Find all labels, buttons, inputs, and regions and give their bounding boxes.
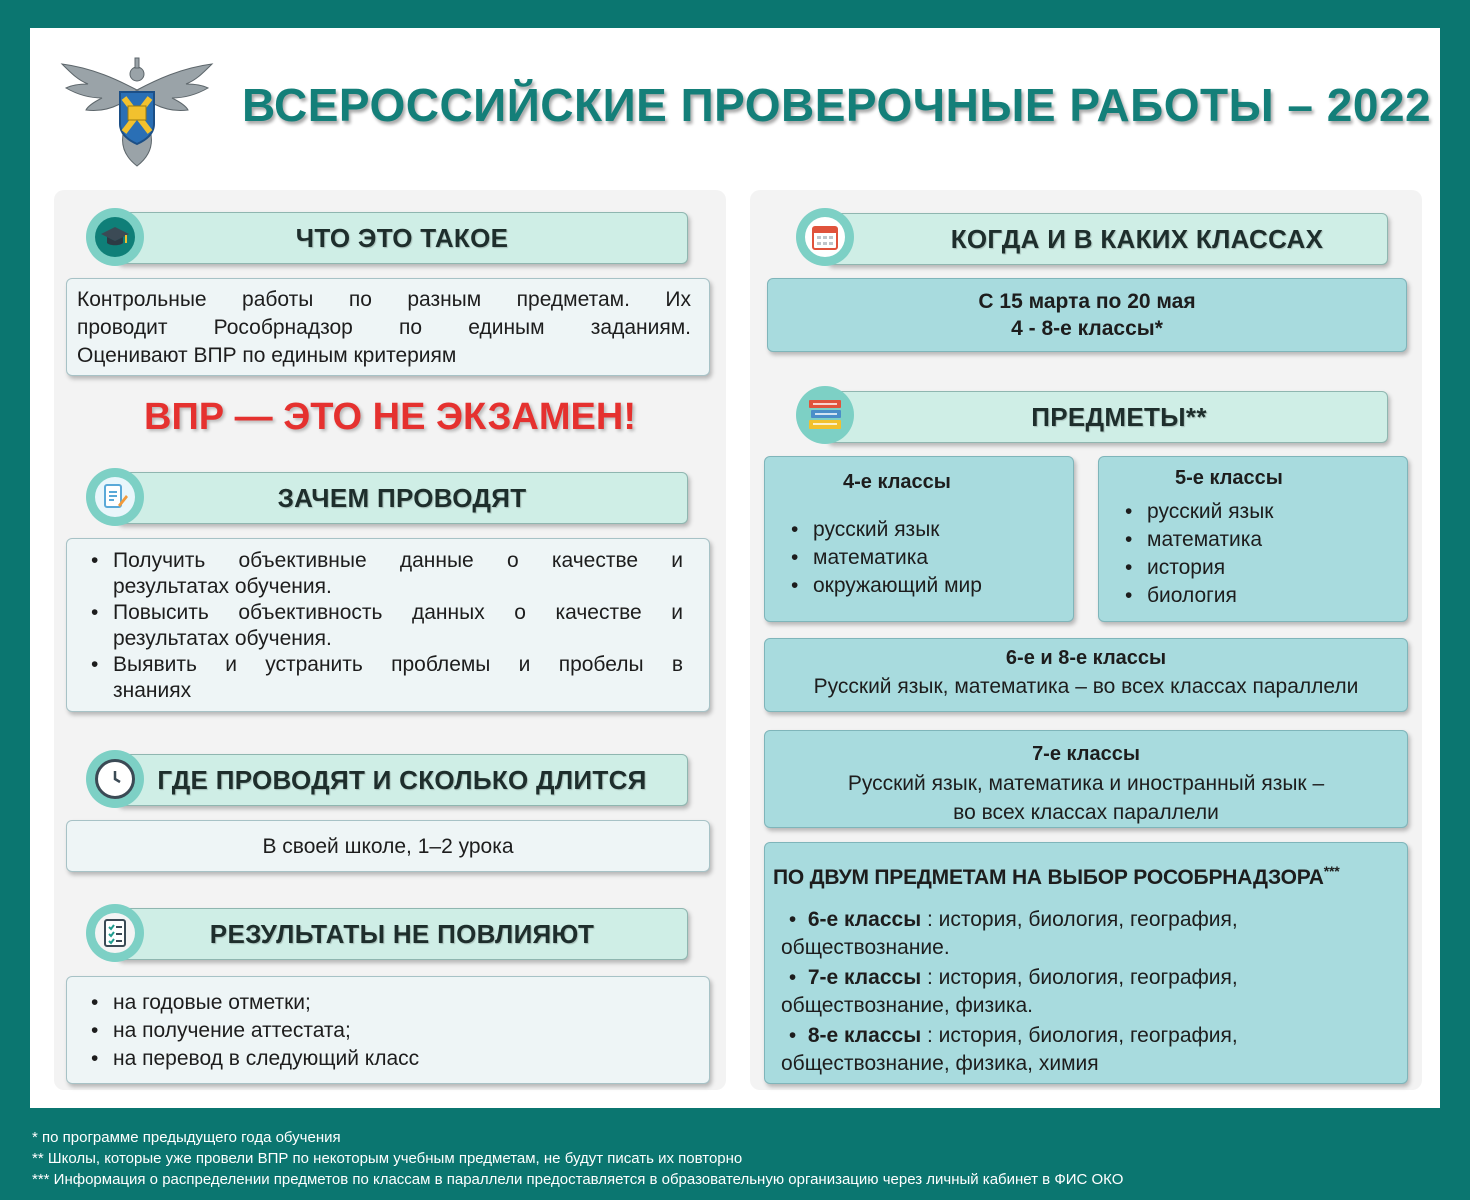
choice-item-cont: обществознание, физика, химия [781, 1052, 1099, 1075]
grade-4-box [764, 456, 1074, 622]
list-item: • на перевод в следующий класс [75, 1045, 699, 1073]
choice-title: ПО ДВУМ ПРЕДМЕТАМ НА ВЫБОР РОСОБРНАДЗОРА*** [773, 863, 1340, 889]
choice-item: • 6-е классы : история, биология, география, [783, 908, 1238, 931]
books-icon [796, 386, 854, 444]
checklist-icon [86, 904, 144, 962]
section-header-label: ПРЕДМЕТЫ** [1031, 401, 1207, 432]
graduation-cap-icon [86, 208, 144, 266]
footnote: ** Школы, которые уже провели ВПР по некоторым учебным предметам, не будут писать их повторно [32, 1150, 743, 1167]
section-header-results [116, 908, 688, 960]
choice-item: • 7-е классы : история, биология, география, [783, 966, 1238, 989]
section-header-label: РЕЗУЛЬТАТЫ НЕ ПОВЛИЯЮТ [209, 918, 595, 949]
section-header-when [826, 213, 1388, 265]
what-line: проводит Рособрнадзор по единым заданиям. [77, 316, 691, 339]
what-description [66, 278, 710, 376]
emblem-icon [58, 50, 216, 170]
section-header-label: КОГДА И В КАКИХ КЛАССАХ [950, 223, 1324, 254]
section-header-label: ГДЕ ПРОВОДЯТ И СКОЛЬКО ДЛИТСЯ [157, 764, 647, 795]
section-header-label: ЗАЧЕМ ПРОВОДЯТ [277, 482, 527, 513]
section-header-subjects [826, 391, 1388, 443]
grade-title: 7-е классы [1032, 743, 1140, 765]
list-item: • математика [775, 544, 1073, 572]
list-item: • Получить объективные данные о качестве и результатах обучения. [75, 547, 683, 599]
list-item: • на годовые отметки; [75, 989, 699, 1017]
section-header-label: ЧТО ЭТО ТАКОЕ [295, 222, 509, 253]
grade-6-8-box [764, 638, 1408, 712]
list-item: • окружающий мир [775, 572, 1073, 600]
choice-list [773, 906, 1407, 1078]
grade-subjects: Русский язык, математика и иностранный язык – [847, 772, 1325, 795]
document-edit-icon [86, 468, 144, 526]
not-exam-banner: ВПР — ЭТО НЕ ЭКЗАМЕН! [144, 396, 636, 438]
list-item: • Повысить объективность данных о качестве и результатах обучения. [75, 599, 683, 651]
list-item: • математика [1109, 526, 1407, 554]
footnote: * по программе предыдущего года обучения [32, 1129, 341, 1146]
section-header-why [116, 472, 688, 524]
choice-box [764, 842, 1408, 1084]
list-item: • история [1109, 554, 1407, 582]
section-header-what [116, 212, 688, 264]
list-item: • на получение аттестата; [75, 1017, 699, 1045]
footnote: *** Информация о распределении предметов по классам в параллели предоставляется в образовательную организацию через личный кабинет в ФИС ОКО [32, 1171, 1124, 1188]
section-header-where [116, 754, 688, 806]
grade-subjects: Русский язык, математика – во всех классах параллели [813, 675, 1359, 698]
why-list-box [66, 538, 710, 712]
list-item: • русский язык [1109, 498, 1407, 526]
list-item: • Выявить и устранить проблемы и пробелы в знаниях [75, 651, 683, 703]
list-item: • русский язык [775, 516, 1073, 544]
page-title: ВСЕРОССИЙСКИЕ ПРОВЕРОЧНЫЕ РАБОТЫ – 2022 [242, 79, 1432, 131]
calendar-icon [796, 208, 854, 266]
dates-text: С 15 марта по 20 мая [978, 290, 1196, 313]
choice-item: • 8-е классы : история, биология, география, [783, 1024, 1238, 1047]
what-line: Оценивают ВПР по единым критериям [77, 344, 457, 367]
choice-item-cont: обществознание. [781, 936, 950, 959]
grade-5-box [1098, 456, 1408, 622]
choice-item-cont: обществознание, физика. [781, 994, 1034, 1017]
what-line: Контрольные работы по разным предметам. Их [77, 288, 691, 311]
grades-text: 4 - 8-е классы* [1011, 317, 1163, 340]
footnotes [32, 1127, 1123, 1190]
alarm-clock-icon [86, 750, 144, 808]
grade-title: 4-е классы [843, 471, 951, 493]
grade-subjects: во всех классах параллели [953, 801, 1219, 824]
where-text: В своей школе, 1–2 урока [66, 820, 710, 872]
grade-title: 6-е и 8-е классы [1005, 647, 1167, 669]
list-item: • биология [1109, 582, 1407, 610]
grade-title: 5-е классы [1175, 467, 1283, 489]
grade-7-box [764, 730, 1408, 828]
results-list-box [66, 976, 710, 1084]
when-box [767, 278, 1407, 352]
